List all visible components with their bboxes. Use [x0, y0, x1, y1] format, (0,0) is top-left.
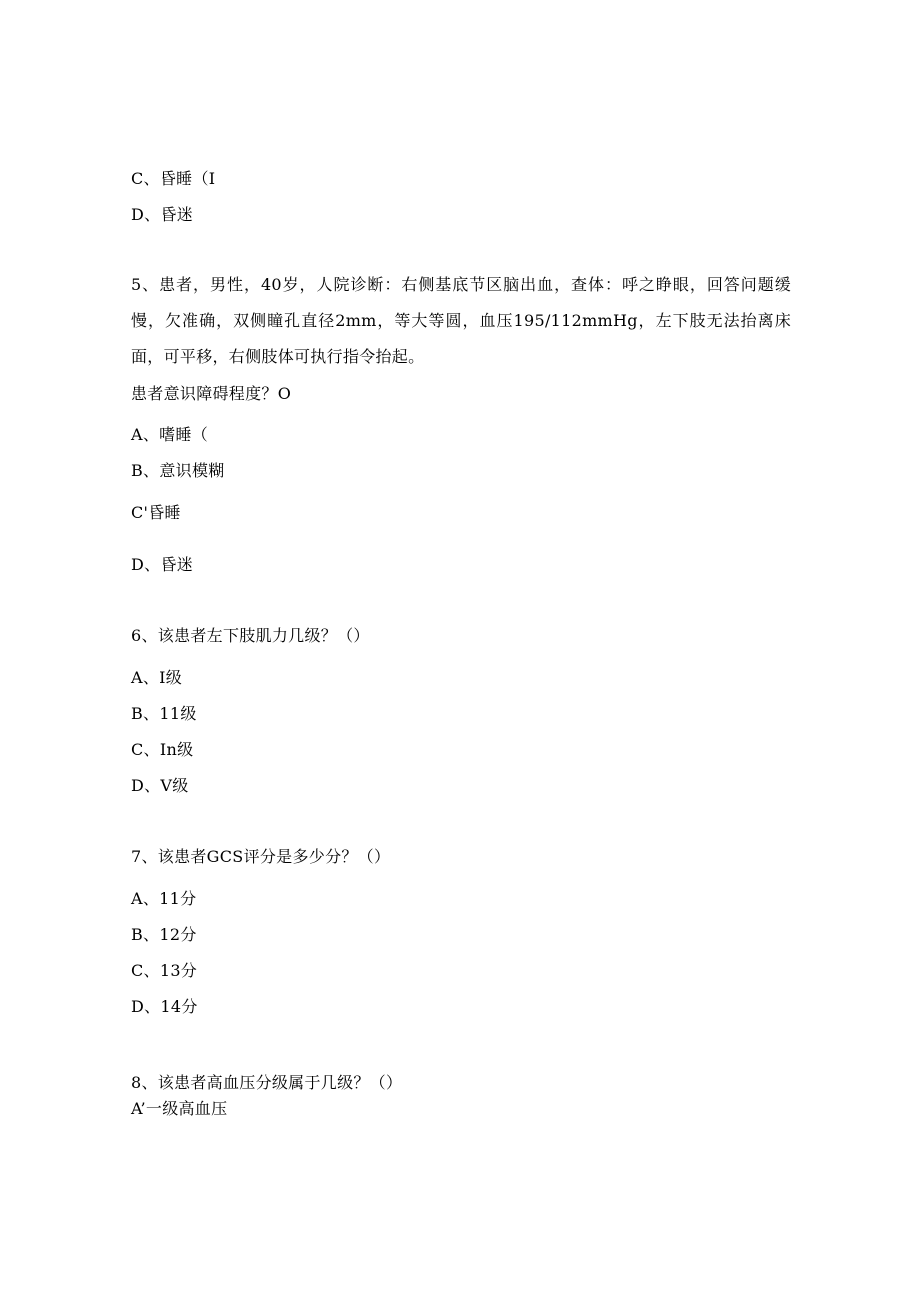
question-5-option-b: B、意识模糊 [131, 461, 225, 480]
option-d-prev: D、昏迷 [131, 205, 194, 224]
question-5-option-c: C'昏睡 [131, 503, 181, 522]
question-6-option-b: B、11级 [131, 704, 197, 723]
question-6-option-c: C、In级 [131, 740, 194, 759]
question-5-text: 5、患者，男性，40岁，人院诊断：右侧基底节区脑出血，查体：呼之睁眼，回答问题缓慢，欠准确，双侧瞳孔直径2mm，等大等圆，血压195/112mmHg，左下肢无法抬离床面，可平移，右侧肢体可执行指令抬起。 [131, 275, 791, 366]
question-7-option-d: D、14分 [131, 997, 198, 1016]
question-6-option-a: A、I级 [131, 668, 183, 687]
question-6-text: 6、该患者左下肢肌力几级？（） [131, 626, 370, 645]
question-5-option-a: A、嗜睡（ [131, 425, 209, 444]
question-5-subquestion: 患者意识障碍程度？O [131, 384, 292, 403]
question-7-option-c: C、13分 [131, 961, 198, 980]
question-8-option-a: A’一级高血压 [131, 1099, 228, 1118]
question-8-text: 8、该患者高血压分级属于几级？（） [131, 1073, 403, 1092]
question-7-option-a: A、11分 [131, 889, 197, 908]
option-c-prev: C、昏睡（I [131, 169, 216, 188]
question-5-option-d: D、昏迷 [131, 555, 194, 574]
question-7-text: 7、该患者GCS评分是多少分？（） [131, 847, 391, 866]
question-6-option-d: D、V级 [131, 776, 189, 795]
question-7-option-b: B、12分 [131, 925, 197, 944]
